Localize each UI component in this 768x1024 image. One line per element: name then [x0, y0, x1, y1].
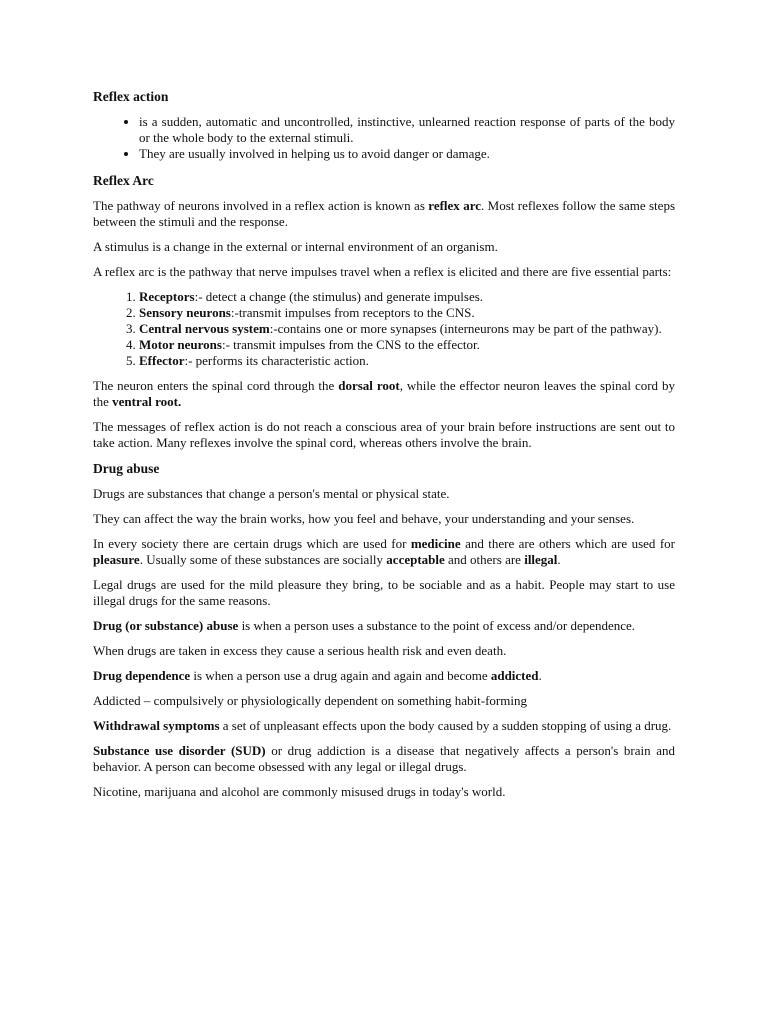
bold-term: Motor neurons	[139, 337, 222, 352]
drug-dependence-paragraph: Drug dependence is when a person use a drug again and again and become addicted.	[93, 668, 542, 683]
list-item: 2. Sensory neurons:-transmit impulses from receptors to the CNS.	[139, 305, 675, 321]
bold-term: Drug (or substance) abuse	[93, 618, 239, 633]
legal-drugs-paragraph: Legal drugs are used for the mild pleasure they bring, to be sociable and as a habit. People may start to use illegal drugs for the same reasons.	[93, 577, 675, 608]
bold-term: medicine	[410, 536, 461, 551]
bold-term: reflex arc	[428, 198, 481, 213]
drugs-effect-paragraph: They can affect the way the brain works, how you feel and behave, your understanding and your senses.	[93, 511, 635, 526]
bold-term: dorsal root	[338, 378, 400, 393]
bold-term: Drug dependence	[93, 668, 191, 683]
bold-term: Effector	[139, 353, 185, 368]
list-item: 5. Effector:- performs its characteristic action.	[139, 353, 675, 369]
misused-drugs-paragraph: Nicotine, marijuana and alcohol are commonly misused drugs in today's world.	[93, 784, 506, 799]
document-content	[93, 88, 675, 809]
list-item: 4. Motor neurons:- transmit impulses from the CNS to the effector.	[139, 337, 675, 353]
list-item: 3. Central nervous system:-contains one or more synapses (interneurons may be part of the pathway).	[139, 321, 675, 337]
drug-abuse-definition: Drug (or substance) abuse is when a person uses a substance to the point of excess and/or dependence.	[93, 618, 636, 633]
bold-term: ventral root.	[112, 394, 182, 409]
bold-term: acceptable	[386, 552, 445, 567]
reflex-arc-paragraph: The pathway of neurons involved in a reflex action is known as reflex arc. Most reflexes follow the same steps between the stimuli and the response.	[93, 198, 676, 229]
reflex-arc-parts-list	[93, 289, 675, 369]
reflex-arc-parts-intro: A reflex arc is the pathway that nerve impulses travel when a reflex is elicited and there are five essential parts:	[93, 264, 672, 279]
excess-paragraph: When drugs are taken in excess they cause a serious health risk and even death.	[93, 643, 507, 658]
bold-term: Receptors	[139, 289, 195, 304]
stimulus-paragraph: A stimulus is a change in the external or internal environment of an organism.	[93, 239, 498, 254]
bold-term: Sensory neurons	[139, 305, 231, 320]
bold-term: Withdrawal symptoms	[93, 718, 220, 733]
bullet-item: • is a sudden, automatic and uncontrolled, instinctive, unlearned reaction response of parts of the body or the whole body to the external stimuli.	[139, 114, 675, 146]
bullet-item: • They are usually involved in helping us to avoid danger or damage.	[139, 146, 675, 162]
drugs-definition-paragraph: Drugs are substances that change a person's mental or physical state.	[93, 486, 450, 501]
drug-abuse-heading: Drug abuse	[93, 461, 160, 476]
addicted-paragraph: Addicted – compulsively or physiologically dependent on something habit-forming	[93, 693, 527, 708]
list-item: 1. Receptors:- detect a change (the stimulus) and generate impulses.	[139, 289, 675, 305]
bold-term: Central nervous system	[139, 321, 270, 336]
reflex-arc-heading: Reflex Arc	[93, 173, 154, 188]
society-drugs-paragraph: In every society there are certain drugs which are used for medicine and there are others which are used for pleasure. Usually some of these substances are socially acceptable and others are illegal.	[93, 536, 675, 567]
messages-paragraph: The messages of reflex action is do not reach a conscious area of your brain before instructions are sent out to take action. Many reflexes involve the spinal cord, whereas others involve the brain.	[93, 419, 675, 450]
reflex-action-bullets	[93, 114, 675, 162]
reflex-action-heading: Reflex action	[93, 89, 169, 104]
bold-term: addicted	[490, 668, 539, 683]
sud-paragraph: Substance use disorder (SUD) or drug addiction is a disease that negatively affects a person's brain and behavior. A person can become obsessed with any legal or illegal drugs.	[93, 743, 675, 774]
neuron-paragraph: The neuron enters the spinal cord through the dorsal root, while the effector neuron leaves the spinal cord by the ventral root.	[93, 378, 675, 409]
bold-term: illegal	[524, 552, 558, 567]
bold-term: pleasure	[93, 552, 140, 567]
bold-term: Substance use disorder (SUD)	[93, 743, 266, 758]
withdrawal-paragraph: Withdrawal symptoms a set of unpleasant effects upon the body caused by a sudden stopping of using a drug.	[93, 718, 672, 733]
